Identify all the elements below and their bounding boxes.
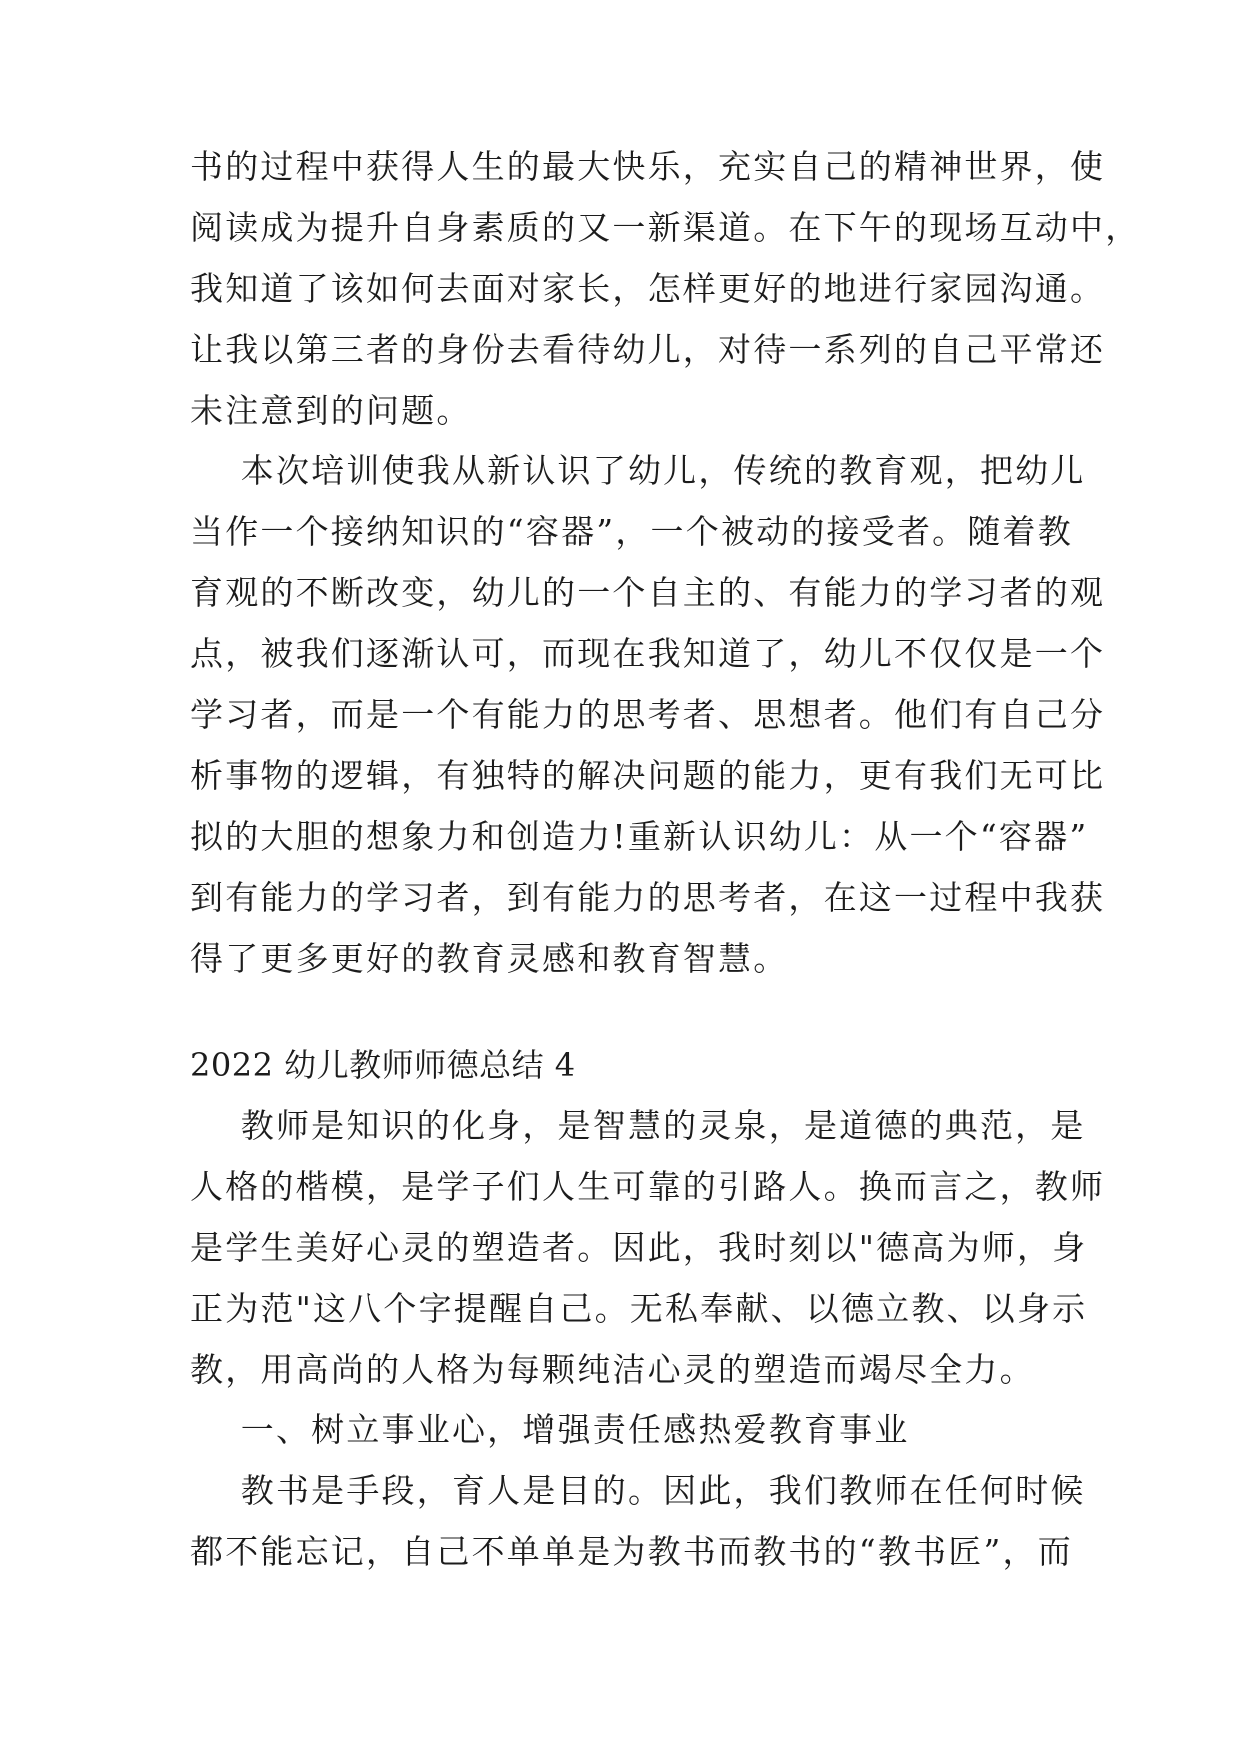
text-line: 是学生美好心灵的塑造者。因此，我时刻以"德高为师，身 xyxy=(190,1228,1088,1267)
text-line: 育观的不断改变，幼儿的一个自主的、有能力的学习者的观 xyxy=(190,573,1106,612)
text-line: 未注意到的问题。 xyxy=(190,391,472,430)
text-line: 人格的楷模，是学子们人生可靠的引路人。换而言之，教师 xyxy=(190,1167,1106,1206)
text-line: 析事物的逻辑，有独特的解决问题的能力，更有我们无可比 xyxy=(190,756,1106,795)
text-line: 点，被我们逐渐认可，而现在我知道了，幼儿不仅仅是一个 xyxy=(190,634,1106,673)
text-line: 拟的大胆的想象力和创造力!重新认识幼儿：从一个“容器” xyxy=(190,817,1089,856)
text-line: 阅读成为提升自身素质的又一新渠道。在下午的现场互动中， xyxy=(190,208,1141,247)
text-line: 都不能忘记，自己不单单是为教书而教书的“教书匠”，而 xyxy=(190,1532,1073,1571)
text-line: 教，用高尚的人格为每颗纯洁心灵的塑造而竭尽全力。 xyxy=(190,1350,1035,1389)
paragraph-start-line: 教师是知识的化身，是智慧的灵泉，是道德的典范，是 xyxy=(190,1106,1086,1145)
text-line: 正为范"这八个字提醒自己。无私奉献、以德立教、以身示 xyxy=(190,1289,1088,1328)
text-line: 到有能力的学习者，到有能力的思考者，在这一过程中我获 xyxy=(190,878,1106,917)
text-line: 当作一个接纳知识的“容器”，一个被动的接受者。随着教 xyxy=(190,512,1073,551)
paragraph-start-line: 本次培训使我从新认识了幼儿，传统的教育观，把幼儿 xyxy=(190,451,1086,490)
text-line: 我知道了该如何去面对家长，怎样更好的地进行家园沟通。 xyxy=(190,269,1106,308)
paragraph-start-line: 教书是手段，育人是目的。因此，我们教师在任何时候 xyxy=(190,1471,1086,1510)
text-line: 得了更多更好的教育灵感和教育智慧。 xyxy=(190,939,789,978)
text-line: 让我以第三者的身份去看待幼儿，对待一系列的自己平常还 xyxy=(190,330,1106,369)
text-line: 学习者，而是一个有能力的思考者、思想者。他们有自己分 xyxy=(190,695,1106,734)
subheading-line: 一、树立事业心，增强责任感热爱教育事业 xyxy=(190,1410,910,1449)
text-line: 书的过程中获得人生的最大快乐，充实自己的精神世界，使 xyxy=(190,147,1106,186)
section-heading: 2022 幼儿教师师德总结 4 xyxy=(190,1046,576,1084)
